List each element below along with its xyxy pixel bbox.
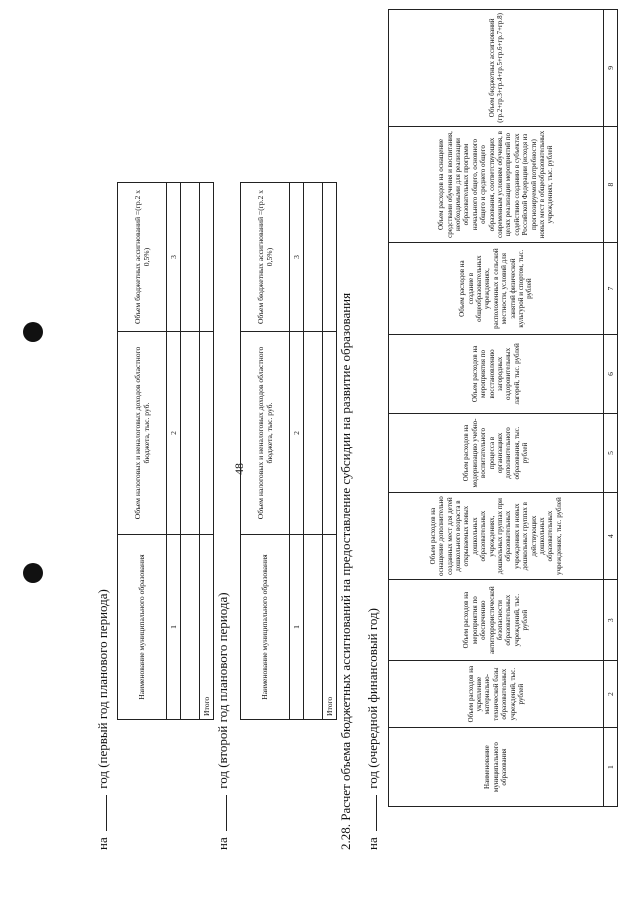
header-cell: Объем бюджетных ассигнований (гр.2+гр.3+гр.4+гр.5+гр.6+гр.7+гр.8)	[389, 10, 604, 127]
caption-suffix: год (очередной финансовый год)	[365, 608, 380, 789]
section-heading: 2.28. Расчет объема бюджетных ассигнований на предоставление субсидии на развитие образования	[338, 292, 353, 850]
number-cell: 3	[290, 183, 304, 332]
header-cell: Объем расходов на мероприятия по восстановлению загородных оздоровительных лагерей, тыс. рублей	[389, 334, 604, 413]
number-cell: 2	[604, 661, 618, 728]
header-cell: Объем расходов на модернизацию учебно-воспитательного процесса в организациях дополнительного образования, тыс. рублей	[389, 413, 604, 492]
header-cell: Объем налоговых и неналоговых доходов областного бюджета, тыс. руб.	[118, 332, 167, 535]
number-cell: 2	[290, 332, 304, 535]
table3-caption	[365, 608, 381, 850]
caption-suffix: год (первый год планового периода)	[95, 589, 110, 789]
table1-caption	[95, 589, 111, 850]
number-cell: 4	[604, 492, 618, 579]
number-cell: 6	[604, 334, 618, 413]
table2-caption	[215, 592, 231, 850]
header-cell: Объем расходов на оснащение средствами обучения и воспитания, необходимыми для реализации образовательных программ начального общего, основного общего и среднего общего образования, соответствующих современным условиям обучения, в целях реализации мероприятий по содействию созданию в субъектах Российской Федерации (исходя из прогнозируемой потребности) новых мест в общеобразовательных учреждениях, тыс. рублей	[389, 126, 604, 243]
number-cell: 2	[167, 332, 181, 535]
header-cell: Объем налоговых и неналоговых доходов областного бюджета, тыс. руб.	[241, 332, 290, 535]
number-cell: 8	[604, 126, 618, 243]
caption-prefix: на	[95, 837, 110, 850]
header-cell: Объем бюджетных ассигнований =(гр.2 x 0,5%)	[241, 183, 290, 332]
caption-prefix: на	[215, 837, 230, 850]
number-cell: 1	[604, 728, 618, 807]
header-cell: Объем расходов на оснащение дополнительно созданных мест для детей дошкольного возраста в открываемых новых дошкольных образовательных учреждениях, дошкольных группах при образовательных учреждениях и новых дошкольных группах в действующих дошкольных образовательных учреждениях, тыс. рублей	[389, 492, 604, 579]
header-cell: Наименование муниципального образования	[389, 728, 604, 807]
number-cell: 3	[167, 183, 181, 332]
number-cell: 1	[167, 535, 181, 720]
header-cell: Объем расходов на создание в общеобразовательных учреждениях, расположенных в сельской местности, условий для занятий физической культурой и спортом, тыс. рублей	[389, 243, 604, 334]
caption-prefix: на	[365, 837, 380, 850]
number-cell: 5	[604, 413, 618, 492]
number-cell: 3	[604, 580, 618, 661]
header-cell: Наименование муниципального образования	[241, 535, 290, 720]
number-cell: 9	[604, 10, 618, 127]
number-cell: 7	[604, 243, 618, 334]
header-cell: Объем бюджетных ассигнований =(гр.2 x 0,5%)	[118, 183, 167, 332]
table1	[117, 182, 214, 720]
header-cell: Объем расходов на укрепление материально-технической базы образовательных учреждений, тыс. рублей	[389, 661, 604, 728]
header-cell: Наименование муниципального образования	[118, 535, 167, 720]
total-label: Итого	[200, 535, 214, 720]
page-number: 48	[232, 463, 246, 475]
header-cell: Объем расходов на мероприятия по обеспечению антитеррористической безопасности образовательных учреждений, тыс. рублей	[389, 580, 604, 661]
table3	[388, 9, 618, 807]
caption-suffix: год (второй год планового периода)	[215, 592, 230, 789]
number-cell: 1	[290, 535, 304, 720]
table2	[240, 182, 337, 720]
total-label: Итого	[323, 535, 337, 720]
